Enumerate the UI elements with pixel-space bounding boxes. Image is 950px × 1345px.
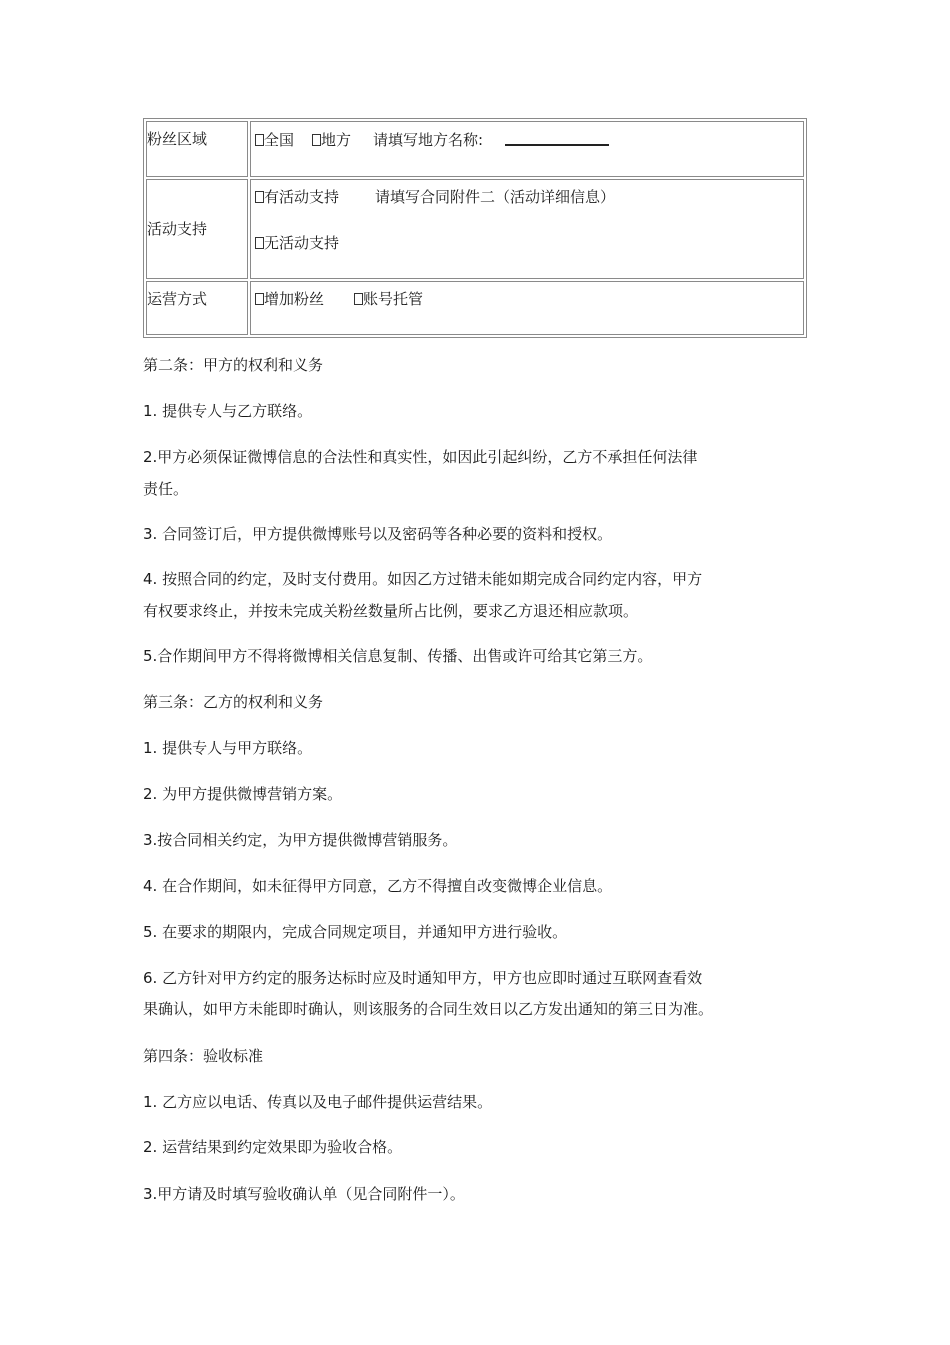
article-2-heading: 第二条：甲方的权利和义务 [143,356,324,374]
article-3-item-6-line-1: 6. 乙方针对甲方约定的服务达标时应及时通知甲方，甲方也应即时通过互联网查看效 [143,969,703,987]
article-3-heading: 第三条：乙方的权利和义务 [143,693,324,711]
article-4-heading: 第四条：验收标准 [143,1047,264,1065]
article-2-item-4-line-2: 有权要求终止，并按未完成关粉丝数量所占比例，要求乙方退还相应款项。 [143,602,639,620]
checkbox-icon[interactable] [312,134,321,146]
article-2-item-1: 1. 提供专人与乙方联络。 [143,402,313,420]
article-2-item-4-line-1: 4. 按照合同的约定，及时支付费用。如因乙方过错未能如期完成合同约定内容，甲方 [143,570,703,588]
checkbox-icon[interactable] [255,237,264,249]
checkbox-icon[interactable] [354,293,363,305]
article-2-item-2-line-2: 责任。 [143,480,189,498]
activity-support-row [146,179,804,279]
without-activity-option[interactable]: 无活动支持 [255,234,339,252]
add-fans-option[interactable]: 增加粉丝 [255,290,324,308]
account-hosting-option[interactable]: 账号托管 [354,290,423,308]
operation-mode-label: 运营方式 [146,281,248,335]
article-3-item-3: 3.按合同相关约定，为甲方提供微博营销服务。 [143,831,458,849]
article-4-item-3: 3.甲方请及时填写验收确认单（见合同附件一）。 [143,1185,465,1203]
activity-note: 请填写合同附件二（活动详细信息） [375,188,616,206]
fan-region-label: 粉丝区域 [146,121,248,177]
local-name-blank[interactable] [505,130,609,146]
fan-region-row [146,121,804,177]
with-activity-option[interactable]: 有活动支持 [255,188,339,206]
operation-mode-options [250,281,804,335]
checkbox-icon[interactable] [255,134,264,146]
checkbox-icon[interactable] [255,191,264,203]
article-3-item-5: 5. 在要求的期限内，完成合同规定项目，并通知甲方进行验收。 [143,923,568,941]
checkbox-icon[interactable] [255,293,264,305]
article-2-item-3: 3. 合同签订后，甲方提供微博账号以及密码等各种必要的资料和授权。 [143,525,613,543]
article-3-item-6-line-2: 果确认，如甲方未能即时确认，则该服务的合同生效日以乙方发出通知的第三日为准。 [143,1000,714,1018]
local-option[interactable]: 地方 [312,131,351,149]
contract-form-table [143,118,807,338]
article-4-item-2: 2. 运营结果到约定效果即为验收合格。 [143,1138,403,1156]
article-3-item-1: 1. 提供专人与甲方联络。 [143,739,313,757]
article-2-item-2-line-1: 2.甲方必须保证微博信息的合法性和真实性，如因此引起纠纷，乙方不承担任何法律 [143,448,698,466]
local-name-prompt: 请填写地方名称: [373,131,484,149]
article-4-item-1: 1. 乙方应以电话、传真以及电子邮件提供运营结果。 [143,1093,493,1111]
nationwide-option[interactable]: 全国 [255,131,294,149]
article-3-item-2: 2. 为甲方提供微博营销方案。 [143,785,343,803]
article-3-item-4: 4. 在合作期间，如未征得甲方同意，乙方不得擅自改变微博企业信息。 [143,877,613,895]
activity-support-options [250,179,804,279]
fan-region-options [250,121,804,177]
activity-support-label: 活动支持 [146,179,248,279]
operation-mode-row [146,281,804,335]
article-2-item-5: 5.合作期间甲方不得将微博相关信息复制、传播、出售或许可给其它第三方。 [143,647,653,665]
